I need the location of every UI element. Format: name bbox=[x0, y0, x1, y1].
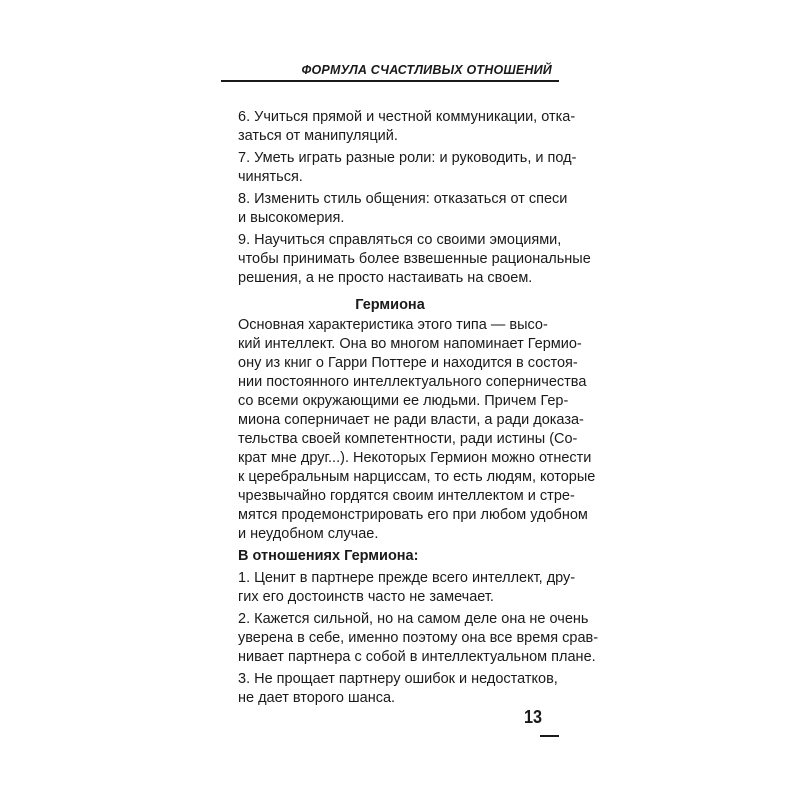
text-line: тельства своей компетентности, ради истины (Со- bbox=[238, 431, 578, 447]
text-line: 7. Уметь играть разные роли: и руководить, и под- bbox=[238, 150, 577, 166]
text-line: гих его достоинств часто не замечает. bbox=[238, 589, 494, 605]
list-item bbox=[221, 231, 591, 288]
text-line: 1. Ценит в партнере прежде всего интеллект, дру- bbox=[238, 570, 576, 586]
text-line: 8. Изменить стиль общения: отказаться от спеси bbox=[238, 191, 568, 207]
text-line: и высокомерия. bbox=[238, 210, 345, 226]
text-line: решения, а не просто настаивать на своем. bbox=[238, 270, 533, 286]
section-paragraph bbox=[221, 316, 596, 544]
text-line: чтобы принимать более взвешенные рациональные bbox=[238, 251, 591, 267]
running-header-title: ФОРМУЛА СЧАСТЛИВЫХ ОТНОШЕНИЙ bbox=[301, 63, 552, 77]
text-line: со всеми окружающими ее людьми. Причем Гер- bbox=[238, 393, 569, 409]
text-line: 2. Кажется сильной, но на самом деле она не очень bbox=[238, 611, 589, 627]
list-item bbox=[221, 149, 577, 187]
list-item bbox=[221, 190, 568, 228]
footer-rule bbox=[540, 735, 559, 737]
text-line: и неудобном случае. bbox=[238, 526, 379, 542]
text-line: заться от манипуляций. bbox=[238, 128, 398, 144]
text-line: миона соперничает не ради власти, а ради доказа- bbox=[238, 412, 584, 428]
text-line: кий интеллект. Она во многом напоминает Гермио- bbox=[238, 336, 582, 352]
text-line: чиняться. bbox=[238, 169, 303, 185]
text-line: ону из книг о Гарри Поттере и находится в состоя- bbox=[238, 355, 578, 371]
list-item bbox=[221, 610, 599, 667]
text-line: уверена в себе, именно поэтому она все время срав- bbox=[238, 630, 599, 646]
section-heading: Гермиона bbox=[355, 297, 425, 313]
page-number: 13 bbox=[524, 707, 543, 727]
text-line: к церебральным нарциссам, то есть людям, которые bbox=[238, 469, 596, 485]
text-line: нии постоянного интеллектуального соперничества bbox=[238, 374, 587, 390]
subheading: В отношениях Гермиона: bbox=[238, 548, 419, 564]
text-line: не дает второго шанса. bbox=[238, 690, 396, 706]
list-item bbox=[221, 670, 559, 708]
list-item bbox=[221, 108, 576, 146]
text-line: 9. Научиться справляться со своими эмоциями, bbox=[238, 232, 562, 248]
list-item bbox=[221, 569, 576, 607]
header-rule bbox=[221, 80, 559, 82]
main-text bbox=[221, 108, 599, 711]
text-line: крат мне друг...). Некоторых Гермион можно отнести bbox=[238, 450, 592, 466]
text-line: нивает партнера с собой в интеллектуальном плане. bbox=[238, 649, 596, 665]
text-line: Основная характеристика этого типа — высо- bbox=[238, 317, 548, 333]
text-line: чрезвычайно гордятся своим интеллектом и стре- bbox=[238, 488, 575, 504]
text-line: 6. Учиться прямой и честной коммуникации, отка- bbox=[238, 109, 576, 125]
text-line: 3. Не прощает партнеру ошибок и недостатков, bbox=[238, 671, 558, 687]
text-line: мятся продемонстрировать его при любом удобном bbox=[238, 507, 588, 523]
